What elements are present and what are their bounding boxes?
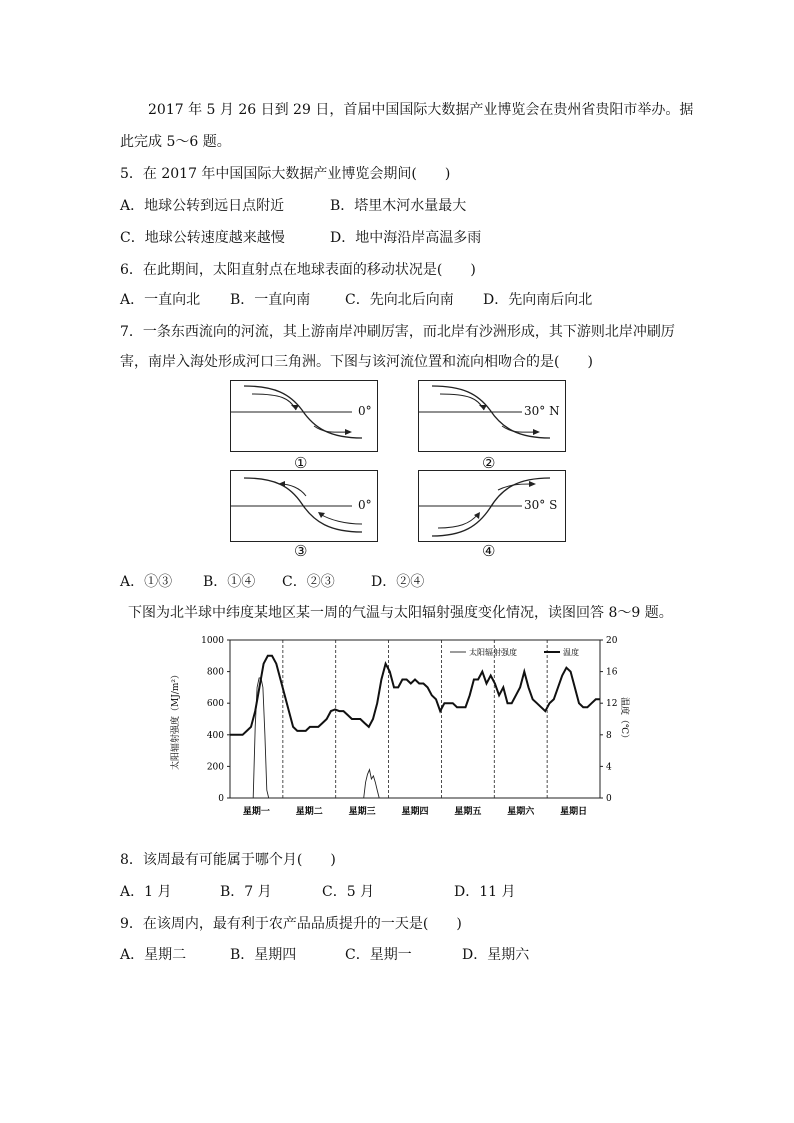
day-label: 星期一 [242, 807, 270, 817]
diagram-2-caption: ② [482, 454, 496, 472]
q7-option-a[interactable]: A．①③ [120, 574, 173, 590]
chart-plot-frame [230, 640, 600, 798]
q9-option-d[interactable]: D．星期六 [462, 947, 530, 963]
left-tick-label: 1000 [201, 636, 224, 646]
river-diagram-3 [230, 470, 378, 542]
right-tick-label: 0 [606, 794, 612, 804]
river-diagram-4 [418, 470, 566, 542]
q6-option-d[interactable]: D．先向南后向北 [483, 292, 593, 308]
day-label: 星期五 [454, 807, 482, 817]
q8-stem: 8．该周最有可能属于哪个月( ) [120, 852, 336, 868]
q5-option-b[interactable]: B．塔里木河水量最大 [330, 198, 467, 214]
diagram-4-caption: ④ [482, 542, 496, 560]
right-tick-label: 8 [606, 730, 612, 741]
q7-stem-line-1: 7．一条东西流向的河流，其上游南岸冲刷厉害，而北岸有沙洲形成，其下游则北岸冲刷厉 [120, 324, 675, 340]
q9-stem: 9．在该周内，最有利于农产品品质提升的一天是( ) [120, 916, 462, 932]
q6-stem: 6．在此期间，太阳直射点在地球表面的移动状况是( ) [120, 262, 476, 278]
right-tick-label: 16 [606, 667, 618, 678]
q8-option-a[interactable]: A．1 月 [120, 884, 172, 900]
temperature-series-line [230, 656, 600, 735]
q5-option-d[interactable]: D．地中海沿岸高温多雨 [330, 230, 482, 246]
legend-radiation-label: 太阳辐射强度 [469, 648, 517, 657]
diagram-4-latitude: 30° S [524, 498, 558, 512]
q9-option-a[interactable]: A．星期二 [120, 947, 187, 963]
diagram-1-caption: ① [294, 454, 308, 472]
left-tick-label: 800 [206, 667, 224, 678]
q6-option-a[interactable]: A．一直向北 [120, 292, 201, 308]
q5-option-c[interactable]: C．地球公转速度越来越慢 [120, 230, 285, 246]
right-tick-label: 12 [606, 699, 618, 710]
q7-option-d[interactable]: D．②④ [371, 574, 425, 590]
q9-option-b[interactable]: B．星期四 [230, 947, 297, 963]
diagram-3-caption: ③ [294, 542, 308, 560]
q7-option-c[interactable]: C．②③ [282, 574, 335, 590]
diagram-3-latitude: 0° [358, 498, 372, 512]
right-tick-label: 4 [606, 762, 612, 773]
right-tick-label: 20 [606, 636, 618, 646]
q7-option-b[interactable]: B．①④ [203, 574, 256, 590]
diagram-1-latitude: 0° [358, 404, 372, 418]
left-tick-label: 600 [206, 699, 224, 710]
chart-ylabel-right: 温度（℃） [619, 696, 629, 744]
day-label: 星期日 [560, 807, 588, 817]
q6-option-b[interactable]: B．一直向南 [230, 292, 311, 308]
q9-option-c[interactable]: C．星期一 [345, 947, 412, 963]
q5-stem: 5．在 2017 年中国国际大数据产业博览会期间( ) [120, 166, 451, 182]
day-label: 星期三 [348, 807, 376, 817]
weather-chart [170, 630, 630, 824]
q8-option-d[interactable]: D．11 月 [454, 884, 516, 900]
legend-temperature-label: 温度 [563, 648, 579, 657]
intro-line-1: 2017 年 5 月 26 日到 29 日，首届中国国际大数据产业博览会在贵州省贵阳市举办。据 [148, 102, 694, 118]
weather-chart-svg [170, 630, 630, 820]
diagram-2-latitude: 30° N [524, 404, 560, 418]
q8-option-c[interactable]: C．5 月 [322, 884, 375, 900]
q7-stem-line-2: 害，南岸入海处形成河口三角洲。下图与该河流位置和流向相吻合的是( ) [120, 354, 593, 370]
day-label: 星期四 [401, 807, 429, 817]
q6-option-c[interactable]: C．先向北后向南 [345, 292, 454, 308]
q5-option-a[interactable]: A．地球公转到远日点附近 [120, 198, 285, 214]
intro-line-2: 此完成 5～6 题。 [120, 134, 231, 150]
chart-ylabel-left: 太阳辐射强度（MJ/m²） [171, 670, 181, 770]
left-tick-label: 200 [206, 762, 224, 773]
chart-intro: 下图为北半球中纬度某地区某一周的气温与太阳辐射强度变化情况，读图回答 8～9 题。 [128, 605, 673, 621]
q8-option-b[interactable]: B．7 月 [220, 884, 272, 900]
left-tick-label: 0 [218, 794, 224, 804]
day-label: 星期二 [295, 807, 323, 817]
day-label: 星期六 [507, 807, 535, 817]
river-diagram-2 [418, 380, 566, 452]
river-diagram-1 [230, 380, 378, 452]
left-tick-label: 400 [206, 730, 224, 741]
